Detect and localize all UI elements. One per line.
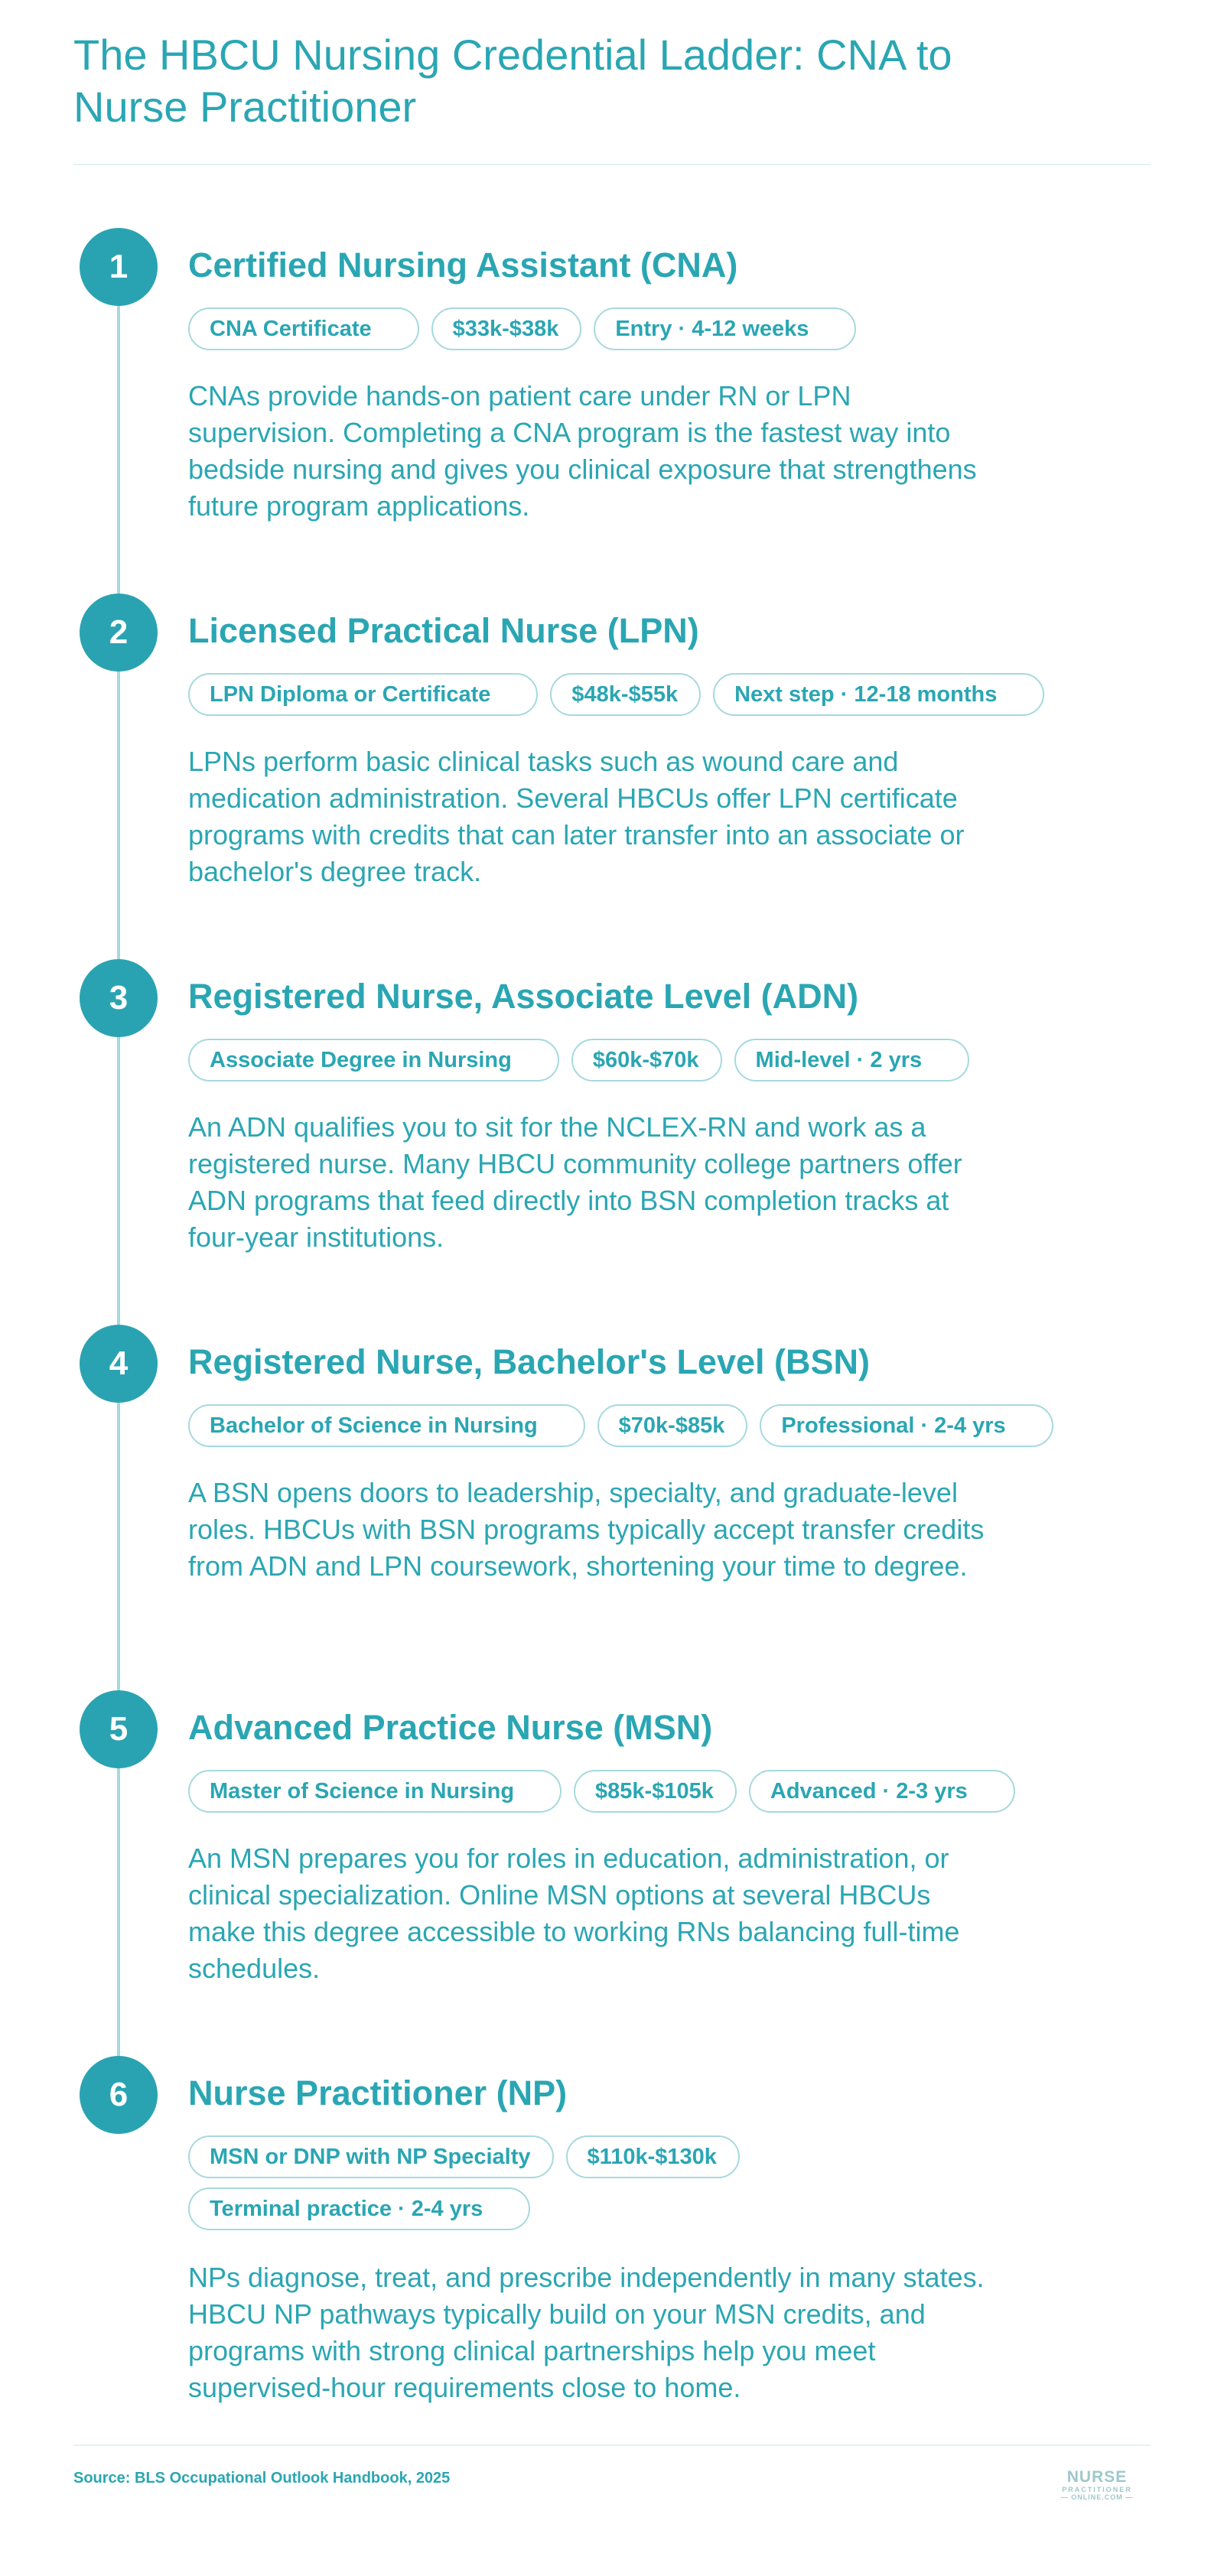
step-description: A BSN opens doors to leadership, specialty, and graduate-level roles. HBCUs with BSN programs typically accept transfer credits from ADN and LPN coursework, shortening your time to degree. bbox=[188, 1477, 985, 1582]
step-tags bbox=[188, 1039, 1083, 1081]
level-tag: Advanced · 2-3 yrs bbox=[749, 1770, 1015, 1813]
step-tags bbox=[188, 1770, 1083, 1813]
credential-tag: Bachelor of Science in Nursing bbox=[188, 1404, 585, 1447]
salary-tag: $48k-$55k bbox=[550, 673, 701, 716]
salary-tag: $70k-$85k bbox=[597, 1404, 748, 1447]
step-tags bbox=[188, 307, 1083, 350]
step-number-badge: 3 bbox=[80, 959, 158, 1037]
step-title: Advanced Practice Nurse (MSN) bbox=[188, 1708, 713, 1747]
step-number-badge: 6 bbox=[80, 2056, 158, 2134]
step-number-badge: 1 bbox=[80, 228, 158, 306]
step-title: Certified Nursing Assistant (CNA) bbox=[188, 246, 738, 285]
source-note: Source: BLS Occupational Outlook Handbook, 2025 bbox=[73, 2470, 451, 2487]
step-description: An ADN qualifies you to sit for the NCLEX-RN and work as a registered nurse. Many HBCU community college partners offer ADN programs that feed directly into BSN completion tracks at four-year institutions. bbox=[188, 1111, 962, 1253]
level-tag: Terminal practice · 2-4 yrs bbox=[188, 2187, 530, 2230]
step-description: An MSN prepares you for roles in education, administration, or clinical specialization. Online MSN options at several HBCUs make this degree accessible to working RNs balancing full-time schedules. bbox=[188, 1843, 960, 1984]
logo-line-2: PRACTITIONER bbox=[1062, 2486, 1132, 2493]
step-tags bbox=[188, 1404, 1083, 1447]
logo-line-1: NURSE bbox=[1066, 2468, 1128, 2486]
footer-divider bbox=[73, 2444, 1151, 2446]
step-tags bbox=[188, 2135, 754, 2230]
step-number-badge: 4 bbox=[80, 1325, 158, 1403]
level-tag: Mid-level · 2 yrs bbox=[734, 1039, 970, 1081]
step-title: Licensed Practical Nurse (LPN) bbox=[188, 611, 699, 650]
credential-tag: CNA Certificate bbox=[188, 307, 419, 350]
logo-line-3: — ONLINE.COM — bbox=[1060, 2493, 1134, 2501]
salary-tag: $85k-$105k bbox=[574, 1770, 737, 1813]
step-description: NPs diagnose, treat, and prescribe independently in many states. HBCU NP pathways typically build on your MSN credits, and programs with strong clinical partnerships help you meet supervised-hour requirements close to home. bbox=[188, 2262, 985, 2403]
salary-tag: $33k-$38k bbox=[431, 307, 582, 350]
credential-tag: LPN Diploma or Certificate bbox=[188, 673, 538, 716]
step-tags bbox=[188, 673, 1083, 716]
credential-tag: Master of Science in Nursing bbox=[188, 1770, 562, 1813]
step-number-badge: 5 bbox=[80, 1690, 158, 1768]
level-tag: Next step · 12-18 months bbox=[713, 673, 1044, 716]
step-number-badge: 2 bbox=[80, 594, 158, 672]
step-title: Nurse Practitioner (NP) bbox=[188, 2073, 568, 2113]
salary-tag: $110k-$130k bbox=[566, 2135, 740, 2178]
page-title: The HBCU Nursing Credential Ladder: CNA to Nurse Practitioner bbox=[73, 31, 952, 131]
credential-tag: MSN or DNP with NP Specialty bbox=[188, 2135, 554, 2178]
header-divider bbox=[73, 164, 1151, 165]
level-tag: Entry · 4-12 weeks bbox=[594, 307, 856, 350]
brand-logo bbox=[1043, 2469, 1151, 2502]
step-title: Registered Nurse, Associate Level (ADN) bbox=[188, 977, 859, 1016]
timeline-line bbox=[117, 268, 120, 2088]
step-description: LPNs perform basic clinical tasks such as wound care and medication administration. Several HBCUs offer LPN certificate programs with credits that can later transfer into an associate or bachelor's degree track. bbox=[188, 746, 965, 887]
step-description: CNAs provide hands-on patient care under RN or LPN supervision. Completing a CNA program is the fastest way into bedside nursing and gives you clinical exposure that strengthens future program applications. bbox=[188, 380, 977, 522]
salary-tag: $60k-$70k bbox=[571, 1039, 722, 1081]
level-tag: Professional · 2-4 yrs bbox=[760, 1404, 1053, 1447]
step-title: Registered Nurse, Bachelor's Level (BSN) bbox=[188, 1342, 870, 1381]
credential-tag: Associate Degree in Nursing bbox=[188, 1039, 559, 1081]
